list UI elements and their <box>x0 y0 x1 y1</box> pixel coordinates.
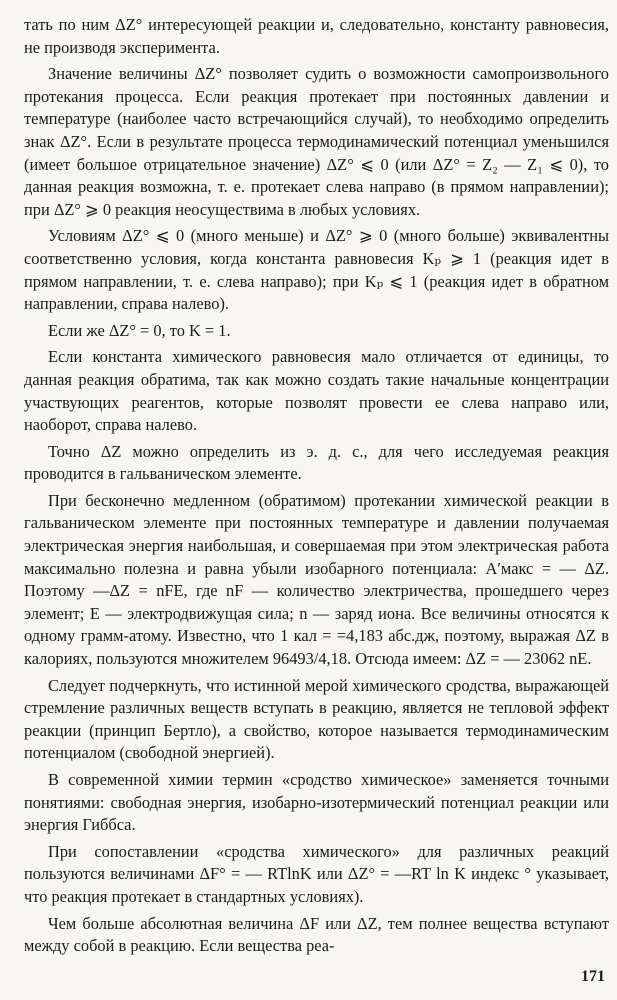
paragraph-1: тать по ним ΔZ° интересующей реакции и, следовательно, константу равновесия, не производя эксперимента. <box>24 15 609 57</box>
paragraph-8: Следует подчеркнуть, что истинной мерой химического сродства, выражающей стремление различных веществ вступать в реакцию, является не тепловой эффект реакции (принцип Бертло), а свойство, которое называется термодинамическим потенциалом (свободной энергией). <box>24 675 609 763</box>
paragraph-10: При сопоставлении «сродства химического» для различных реакций пользуются величинами ΔF° = — RTlnK или ΔZ° = —RT ln K индекс ° указывает, что реакция протекает в стандартных условиях). <box>24 841 609 906</box>
paragraph-7: При бесконечно медленном (обратимом) протекании химической реакции в гальваническом элементе при постоянных температуре и давлении получаемая электрическая энергия наибольшая, и совершаемая при этом электрическая работа максимально полезна и равна убыли изобарного потенциала: A′макс = — ΔZ. Поэтому —ΔZ = nFE, где nF — количество электричества, прошедшего через элемент; E — электродвижущая сила; n — заряд иона. Все величины относятся к одному грамм-атому. Известно, что 1 кал = =4,183 абс.дж, поэтому, выражая ΔZ в калориях, пользуются множителем 96493/4,18. Отсюда имеем: ΔZ = — 23062 nE. <box>24 490 609 669</box>
paragraph-2: Значение величины ΔZ° позволяет судить о возможности самопроизвольного протекания процесса. Если реакция протекает при постоянных давлении и температуре (наиболее часто встречающийся случай), то необходимо определить знак ΔZ°. Если в результате процесса термодинамический потенциал уменьшился (имеет большое отрицательное значение) ΔZ° ⩽ 0 (или ΔZ° = Z₂ — Z₁ ⩽ 0), то данная реакция возможна, т. е. протекает слева направо (в прямом направлении); при ΔZ° ⩾ 0 реакция неосуществима в любых условиях. <box>24 64 609 219</box>
paragraph-9: В современной химии термин «сродство химическое» заменяется точными понятиями: свободная энергия, изобарно-изотермический потенциал реакции или энергия Гиббса. <box>24 770 609 835</box>
page-text <box>24 14 609 962</box>
paragraph-6: Точно ΔZ можно определить из э. д. с., для чего исследуемая реакция проводится в гальваническом элементе. <box>24 441 609 484</box>
page-number: 171 <box>581 968 605 985</box>
paragraph-3: Условиям ΔZ° ⩽ 0 (много меньше) и ΔZ° ⩾ 0 (много больше) эквивалентны соответственно условия, когда константа равновесия Kₚ ⩾ 1 (реакция идет в прямом направлении, т. е. слева направо); при Kₚ ⩽ 1 (реакция идет в обратном направлении, справа налево). <box>24 226 609 314</box>
paragraph-5: Если константа химического равновесия мало отличается от единицы, то данная реакция обратима, так как можно создать такие начальные концентрации участвующих реагентов, которые позволят провести ее слева направо или, наоборот, справа налево. <box>24 347 609 435</box>
paragraph-11: Чем больше абсолютная величина ΔF или ΔZ, тем полнее вещества вступают между собой в реакцию. Если вещества реа- <box>24 913 609 956</box>
paragraph-4: Если же ΔZ° = 0, то K = 1. <box>48 320 231 340</box>
